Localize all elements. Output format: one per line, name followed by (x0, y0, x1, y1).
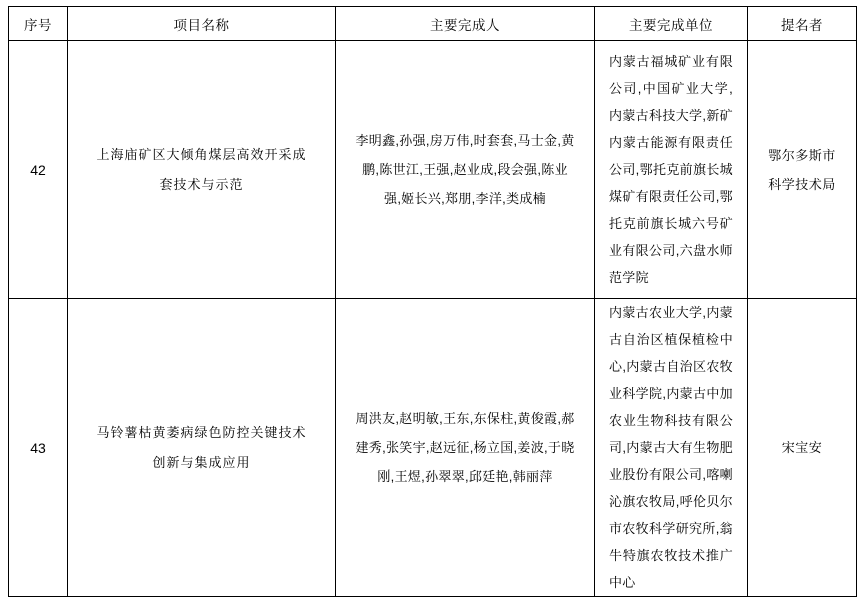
cell-main-units (595, 41, 748, 299)
column-header-main-contributors: 主要完成人 (336, 7, 595, 41)
table-row (9, 41, 857, 299)
cell-project-name (68, 299, 336, 597)
cell-no: 42 (9, 41, 68, 299)
cell-project-name (68, 41, 336, 299)
cell-no: 43 (9, 299, 68, 597)
table-row (9, 299, 857, 597)
column-header-no: 序号 (9, 7, 68, 41)
cell-main-contributors (336, 299, 595, 597)
table-header-row (9, 7, 857, 41)
column-header-nominator: 提名者 (748, 7, 857, 41)
cell-project-name-text: 马铃薯枯黄萎病绿色防控关键技术创新与集成应用 (96, 424, 307, 470)
column-header-main-units: 主要完成单位 (595, 7, 748, 41)
cell-main-contributors-text: 周洪友,赵明敏,王东,东保柱,黄俊霞,郝建秀,张笑宇,赵远征,杨立国,姜波,于晓刚,王煜,孙翠翠,邱廷艳,韩丽萍 (355, 411, 575, 484)
cell-nominator (748, 41, 857, 299)
cell-nominator-text: 宋宝安 (781, 440, 823, 455)
cell-project-name-text: 上海庙矿区大倾角煤层高效开采成套技术与示范 (96, 146, 307, 192)
cell-nominator-text: 鄂尔多斯市科学技术局 (768, 147, 836, 192)
cell-main-units-text: 内蒙古福城矿业有限公司,中国矿业大学,内蒙古科技大学,新矿内蒙古能源有限责任公司,鄂托克前旗长城煤矿有限责任公司,鄂托克前旗长城六号矿业有限公司,六盘水师范学院 (609, 54, 733, 285)
cell-main-units (595, 299, 748, 597)
cell-nominator (748, 299, 857, 597)
table-header (9, 7, 857, 41)
cell-main-units-text: 内蒙古农业大学,内蒙古自治区植保植检中心,内蒙古自治区农牧业科学院,内蒙古中加农业生物科技有限公司,内蒙古大有生物肥业股份有限公司,喀喇沁旗农牧局,呼伦贝尔市农牧科学研究所,翁牛特旗农牧技术推广中心 (609, 305, 733, 590)
cell-main-contributors-text: 李明鑫,孙强,房万伟,时套套,马士金,黄鹏,陈世江,王强,赵业成,段会强,陈业强,姬长兴,郑朋,李洋,类成楠 (355, 133, 575, 206)
cell-main-contributors (336, 41, 595, 299)
award-projects-table (8, 6, 857, 597)
column-header-project-name: 项目名称 (68, 7, 336, 41)
table-body (9, 41, 857, 597)
